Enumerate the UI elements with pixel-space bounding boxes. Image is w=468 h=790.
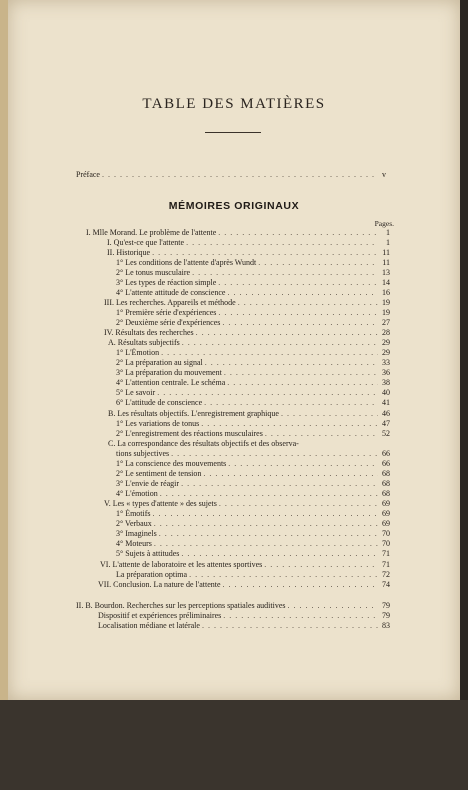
toc-entry bbox=[98, 611, 390, 620]
title-rule bbox=[205, 132, 261, 133]
toc-label: 1° L'Émotion bbox=[116, 348, 160, 357]
toc-entry bbox=[116, 348, 390, 357]
toc-entry bbox=[116, 368, 390, 377]
dot-leader bbox=[189, 570, 378, 579]
toc-label: 2° Le tonus musculaire bbox=[116, 268, 191, 277]
dot-leader bbox=[223, 611, 378, 620]
toc-page: 29 bbox=[382, 348, 390, 357]
toc-label: 4° L'attente attitude de conscience bbox=[116, 288, 226, 297]
toc-label: 5° Le savoir bbox=[116, 388, 156, 397]
toc-entry bbox=[116, 268, 390, 277]
dot-leader bbox=[205, 358, 378, 367]
toc-page: 28 bbox=[382, 328, 390, 337]
toc-page: 69 bbox=[382, 509, 390, 518]
toc-page: 69 bbox=[382, 519, 390, 528]
dot-leader bbox=[258, 258, 378, 267]
pages-column-label: Pages. bbox=[374, 219, 394, 228]
dot-leader bbox=[218, 278, 378, 287]
toc-label: II. B. Bourdon. Recherches sur les perceptions spatiales auditives bbox=[76, 601, 286, 610]
toc-entry bbox=[116, 469, 390, 478]
toc-entry bbox=[104, 499, 390, 508]
toc-page: 41 bbox=[382, 398, 390, 407]
toc-page: 33 bbox=[382, 358, 390, 367]
toc-label: VI. L'attente de laboratoire et les attentes sportives bbox=[100, 560, 263, 569]
toc-page: v bbox=[382, 170, 386, 179]
toc-label: tions subjectives bbox=[116, 449, 170, 458]
toc-entry bbox=[108, 338, 390, 347]
toc-label: 3° Imaginels bbox=[116, 529, 157, 538]
toc-page: 72 bbox=[382, 570, 390, 579]
toc-page: 36 bbox=[382, 368, 390, 377]
toc-label: 4° L'émotion bbox=[116, 489, 158, 498]
toc-entry bbox=[116, 509, 390, 518]
toc-page: 79 bbox=[382, 611, 390, 620]
toc-entry bbox=[116, 398, 390, 407]
toc-page: 1 bbox=[386, 238, 390, 247]
toc-label: 1° Émotifs bbox=[116, 509, 151, 518]
toc-row-preface bbox=[76, 170, 386, 179]
dot-leader bbox=[202, 621, 378, 630]
toc-entry bbox=[116, 388, 390, 397]
dot-leader bbox=[153, 509, 378, 518]
toc-label: Dispositif et expériences préliminaires bbox=[98, 611, 222, 620]
toc-page: 70 bbox=[382, 539, 390, 548]
dot-leader bbox=[160, 489, 378, 498]
toc-entry bbox=[107, 238, 390, 247]
toc-entry bbox=[116, 529, 390, 538]
toc-page: 11 bbox=[382, 248, 390, 257]
toc-page: 79 bbox=[382, 601, 390, 610]
toc-page: 47 bbox=[382, 419, 390, 428]
toc-entry bbox=[116, 570, 390, 579]
dot-leader bbox=[264, 560, 378, 569]
toc-page: 52 bbox=[382, 429, 390, 438]
dot-leader bbox=[218, 308, 378, 317]
toc-label: 1° Première série d'expériences bbox=[116, 308, 217, 317]
toc-entry bbox=[116, 378, 390, 387]
toc-label: II. Historique bbox=[107, 248, 151, 257]
toc-label: 1° Les variations de tonus bbox=[116, 419, 200, 428]
toc-entry bbox=[116, 459, 390, 468]
toc-page: 68 bbox=[382, 469, 390, 478]
toc-entry bbox=[116, 549, 390, 558]
toc-page: 29 bbox=[382, 338, 390, 347]
page-title: TABLE DES MATIÈRES bbox=[142, 96, 326, 112]
dot-leader bbox=[218, 228, 378, 237]
dot-leader bbox=[186, 238, 378, 247]
toc-label: I. Mlle Morand. Le problème de l'attente bbox=[86, 228, 217, 237]
toc-entry bbox=[116, 419, 390, 428]
toc-label: III. Les recherches. Appareils et méthode bbox=[104, 298, 236, 307]
dot-leader bbox=[281, 409, 378, 418]
toc-entry bbox=[116, 358, 390, 367]
dot-leader bbox=[219, 499, 378, 508]
toc-label: B. Les résultats objectifs. L'enregistrement graphique bbox=[108, 409, 279, 418]
toc-page: 69 bbox=[382, 499, 390, 508]
toc-label: 4° Moteurs bbox=[116, 539, 152, 548]
toc-label: 6° L'attitude de conscience bbox=[116, 398, 203, 407]
toc-label: I. Qu'est-ce que l'attente bbox=[107, 238, 185, 247]
dot-leader bbox=[265, 429, 378, 438]
toc-page: 13 bbox=[382, 268, 390, 277]
toc-label: 3° La préparation du mouvement bbox=[116, 368, 222, 377]
toc-entry bbox=[116, 429, 390, 438]
toc-entry bbox=[116, 479, 390, 488]
dot-leader bbox=[181, 479, 378, 488]
toc-page: 70 bbox=[382, 529, 390, 538]
dot-leader bbox=[224, 368, 378, 377]
toc-page: 46 bbox=[382, 409, 390, 418]
dot-leader bbox=[227, 288, 378, 297]
dot-leader bbox=[203, 469, 378, 478]
toc-page: 74 bbox=[382, 580, 390, 589]
dot-leader bbox=[192, 268, 378, 277]
toc-label: 2° Deuxième série d'expériences bbox=[116, 318, 221, 327]
toc-page: 11 bbox=[382, 258, 390, 267]
dot-leader bbox=[152, 248, 378, 257]
toc-page: 19 bbox=[382, 298, 390, 307]
dot-leader bbox=[227, 378, 378, 387]
toc-label: Localisation médiane et latérale bbox=[98, 621, 200, 630]
toc-page: 71 bbox=[382, 560, 390, 569]
toc-entry bbox=[116, 449, 390, 458]
toc-label: La préparation optima bbox=[116, 570, 188, 579]
toc-label: 4° L'attention centrale. Le schéma bbox=[116, 378, 226, 387]
toc-page: 19 bbox=[382, 308, 390, 317]
toc-page: 14 bbox=[382, 278, 390, 287]
toc-page: 27 bbox=[382, 318, 390, 327]
dot-leader bbox=[159, 529, 378, 538]
toc-entry bbox=[76, 601, 390, 610]
toc-label: IV. Résultats des recherches bbox=[104, 328, 194, 337]
toc-entry bbox=[100, 560, 390, 569]
toc-page: 68 bbox=[382, 479, 390, 488]
toc-label: Préface bbox=[76, 170, 100, 179]
toc-label: 2° Le sentiment de tension bbox=[116, 469, 202, 478]
dot-leader bbox=[201, 419, 378, 428]
toc-entry bbox=[116, 539, 390, 548]
toc-page: 68 bbox=[382, 489, 390, 498]
dot-leader bbox=[154, 539, 378, 548]
toc-entry bbox=[107, 248, 390, 257]
toc-entry bbox=[104, 328, 390, 337]
toc-page: 1 bbox=[386, 228, 390, 237]
toc-label: 2° Verbaux bbox=[116, 519, 152, 528]
toc-entry bbox=[86, 228, 390, 237]
toc-entry bbox=[116, 278, 390, 287]
toc-page: 83 bbox=[382, 621, 390, 630]
toc-entry bbox=[116, 288, 390, 297]
toc-entry bbox=[116, 258, 390, 267]
toc-page: 38 bbox=[382, 378, 390, 387]
toc-entry bbox=[116, 489, 390, 498]
book-cover-edge bbox=[0, 700, 468, 790]
dot-leader bbox=[161, 348, 378, 357]
toc-label: 5° Sujets à attitudes bbox=[116, 549, 180, 558]
toc-label: 2° La préparation au signal bbox=[116, 358, 203, 367]
dot-leader bbox=[196, 328, 378, 337]
toc-entry bbox=[108, 409, 390, 418]
toc-entry bbox=[98, 621, 390, 630]
toc-label: 3° Les types de réaction simple bbox=[116, 278, 217, 287]
toc-label: A. Résultats subjectifs bbox=[108, 338, 180, 347]
toc-label: V. Les « types d'attente » des sujets bbox=[104, 499, 217, 508]
section-heading: MÉMOIRES ORIGINAUX bbox=[168, 200, 300, 212]
dot-leader bbox=[222, 318, 378, 327]
toc-entry bbox=[104, 298, 390, 307]
dot-leader bbox=[171, 449, 378, 458]
dot-leader bbox=[182, 338, 378, 347]
dot-leader bbox=[102, 170, 374, 179]
toc-page: 66 bbox=[382, 449, 390, 458]
toc-page: 66 bbox=[382, 459, 390, 468]
dot-leader bbox=[204, 398, 378, 407]
toc-page: 16 bbox=[382, 288, 390, 297]
toc-entry bbox=[116, 318, 390, 327]
toc-page: 71 bbox=[382, 549, 390, 558]
toc-entry bbox=[98, 580, 390, 589]
toc-label: VII. Conclusion. La nature de l'attente bbox=[98, 580, 221, 589]
dot-leader bbox=[157, 388, 378, 397]
dot-leader bbox=[238, 298, 378, 307]
toc-label: 1° Les conditions de l'attente d'après Wundt bbox=[116, 258, 257, 267]
dot-leader bbox=[288, 601, 379, 610]
dot-leader bbox=[228, 459, 378, 468]
dot-leader bbox=[223, 580, 378, 589]
toc-page: 40 bbox=[382, 388, 390, 397]
dot-leader bbox=[181, 549, 378, 558]
toc-label: 1° La conscience des mouvements bbox=[116, 459, 227, 468]
toc-label: 2° L'enregistrement des réactions musculaires bbox=[116, 429, 263, 438]
toc-entry bbox=[116, 308, 390, 317]
toc-entry-continued: C. La correspondance des résultats objectifs et des observa- bbox=[108, 439, 299, 448]
dot-leader bbox=[154, 519, 378, 528]
toc-entry bbox=[116, 519, 390, 528]
toc-label: 3° L'envie de réagir bbox=[116, 479, 180, 488]
